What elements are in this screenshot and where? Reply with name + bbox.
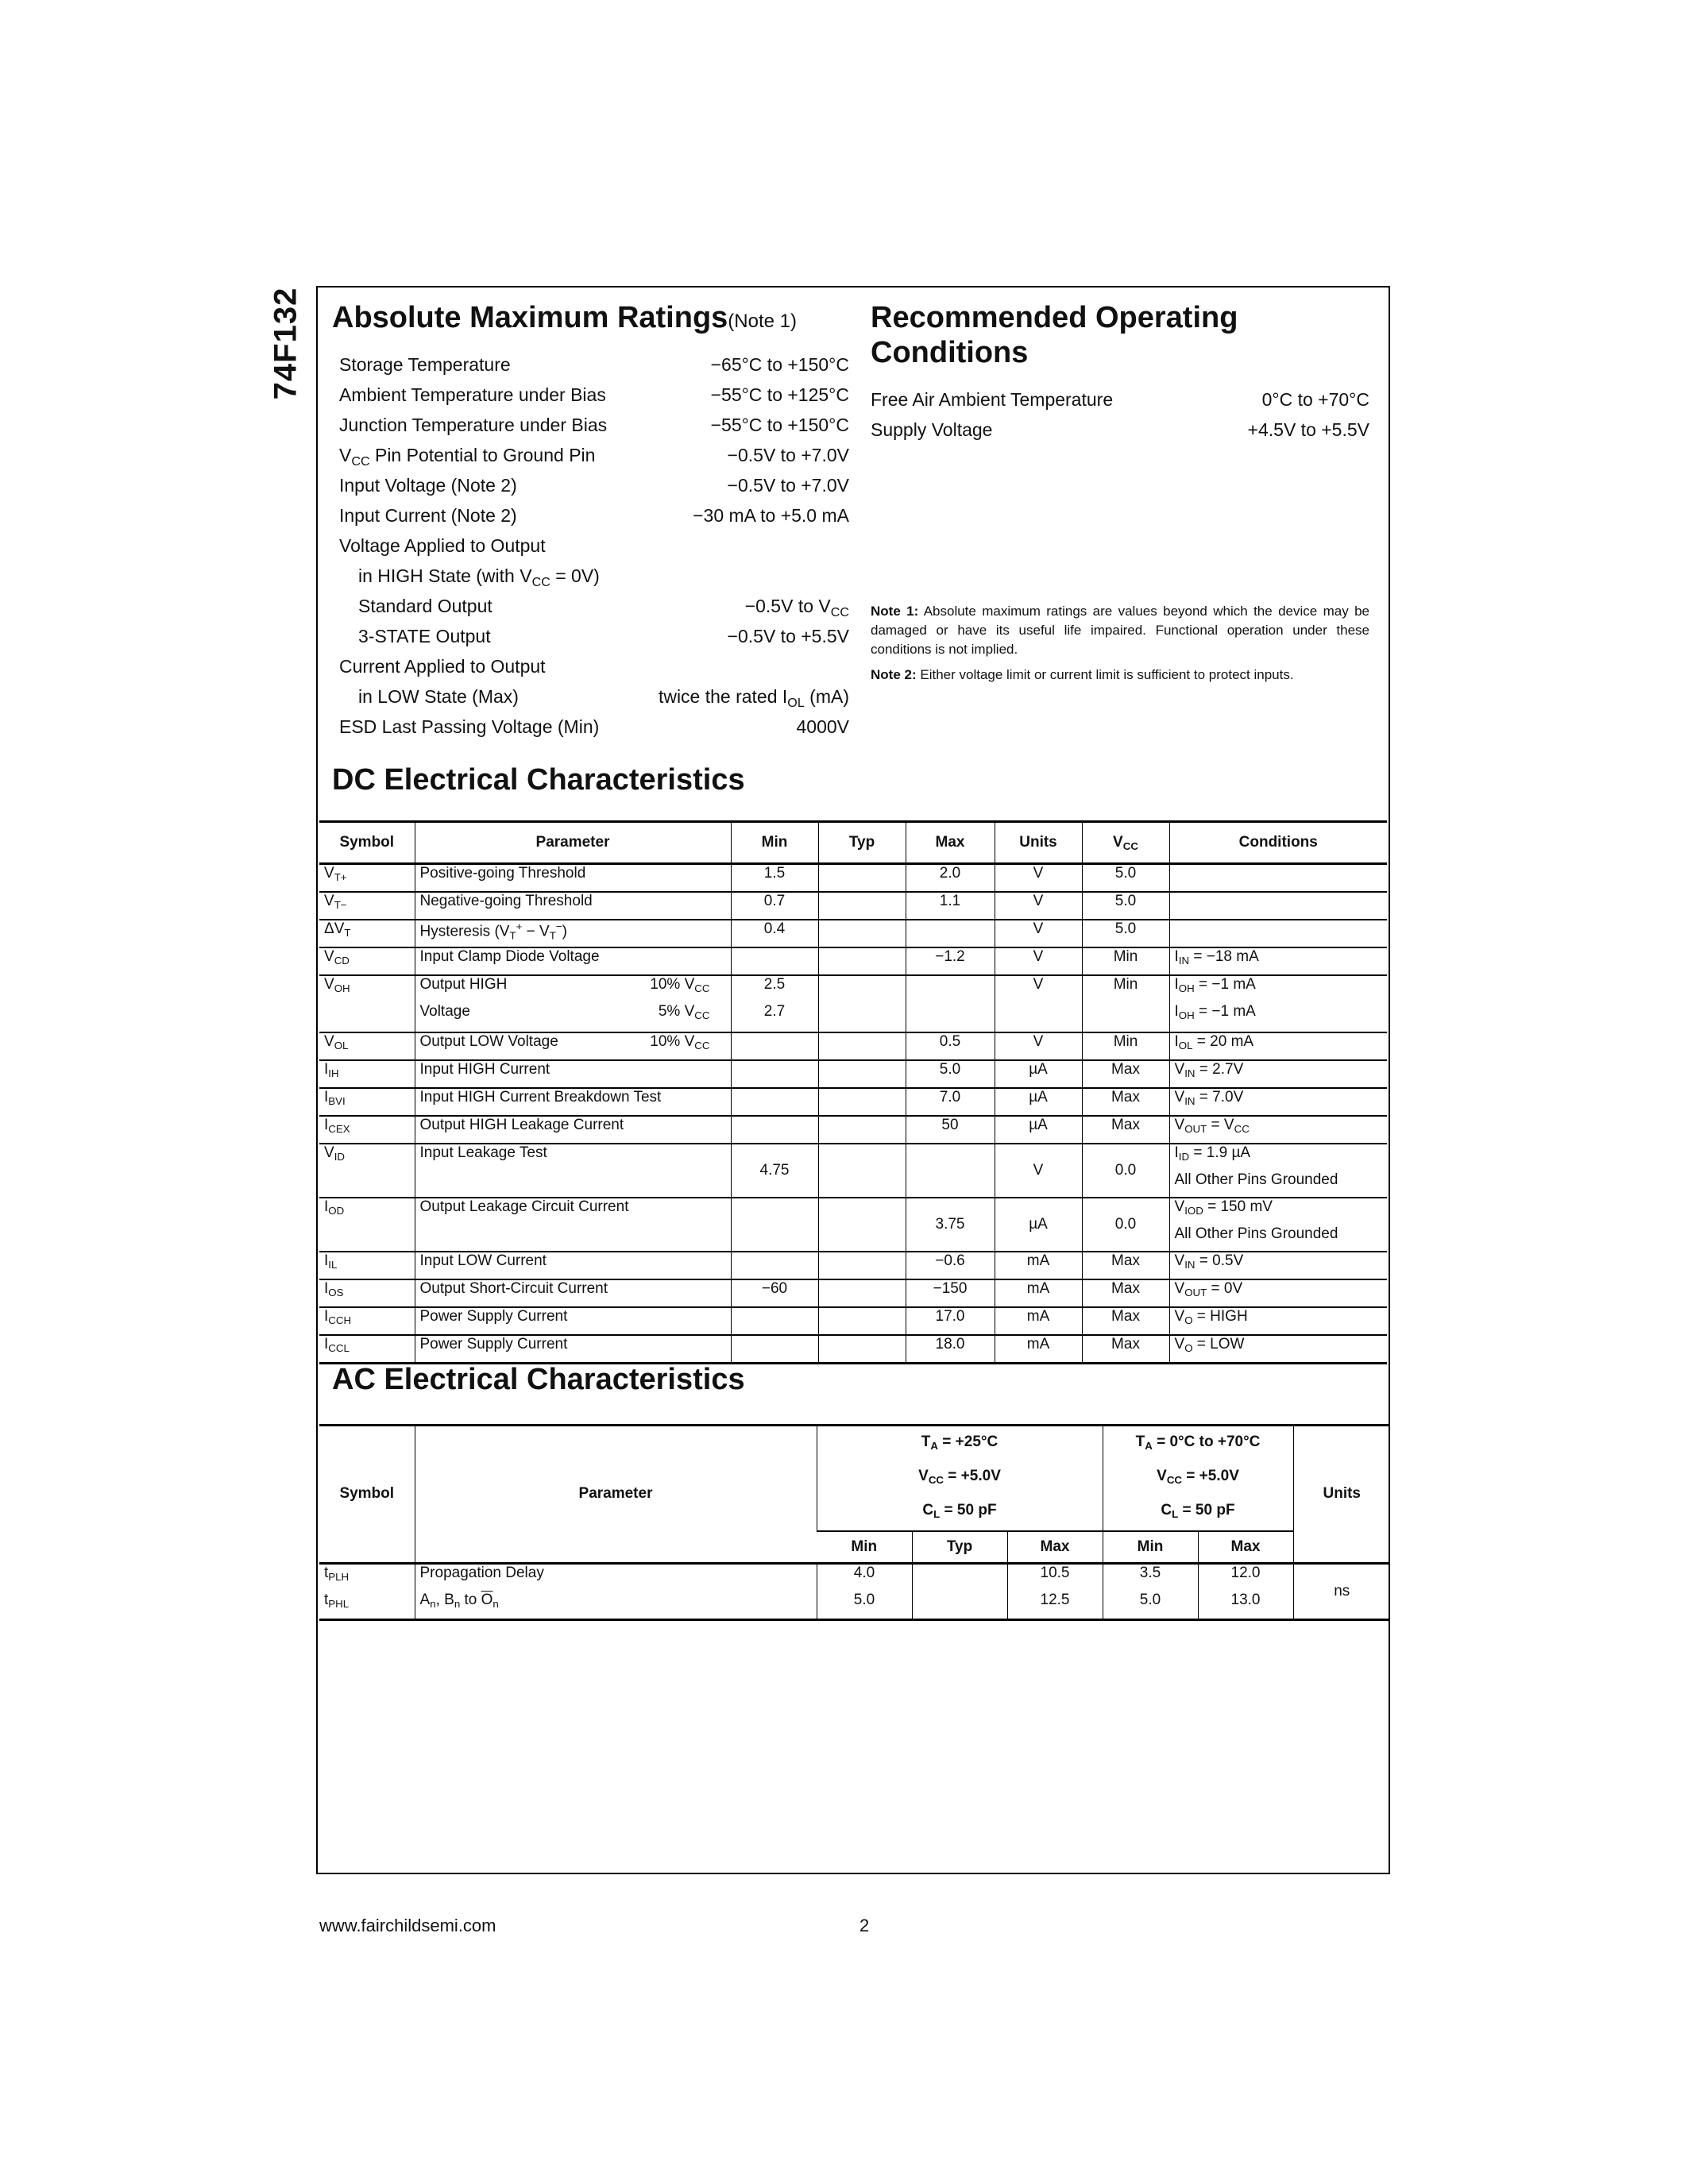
- table-row: $V_{T+}$ Positive-going Threshold 1.5 2.0 V 5.0: [319, 864, 1387, 893]
- ac-header-row: Symbol Parameter $T_A = +25^\circ C$ $V_{CC} = +5.0V$ $C_L = 50$ pF $T_A = 0^\circ C$ to +70°C $V_{CC} = +5.0V$ $C_L = 50$ pF Units: [319, 1426, 1390, 1531]
- table-row: $I_{OD}$ Output Leakage Circuit Current 3.75 µA 0.0 $V_{IOD} = 150$ mV All Other Pins Grounded: [319, 1198, 1387, 1252]
- table-row: $I_{IH}$ Input HIGH Current 5.0 µA Max $V_{IN} = 2.7V$: [319, 1060, 1387, 1088]
- amr-row: Input Voltage (Note 2) −0.5V to +7.0V: [339, 475, 849, 496]
- amr-note-ref: (Note 1): [728, 311, 797, 332]
- amr-row: Junction Temperature under Bias −55°C to +150°C: [339, 415, 849, 435]
- ac-subheader-row: Min Typ Max Min Max: [319, 1531, 1390, 1564]
- table-row: $\Delta V_T$ Hysteresis $(V_T^+ - V_T^-)$ 0.4 V 5.0: [319, 920, 1387, 947]
- amr-row: ESD Last Passing Voltage (Min) 4000V: [339, 716, 849, 737]
- amr-row: Ambient Temperature under Bias −55°C to +125°C: [339, 384, 849, 405]
- dc-header-row: Symbol Parameter Min Typ Max Units $V_{CC}$ Conditions: [319, 822, 1387, 864]
- table-row: $V_{ID}$ Input Leakage Test 4.75 V 0.0 $I_{ID} = 1.9$ µA All Other Pins Grounded: [319, 1144, 1387, 1198]
- amr-row: in HIGH State (with $V_{CC} = 0V$): [358, 565, 600, 589]
- roc-list: [871, 384, 1369, 445]
- dc-heading: DC Electrical Characteristics: [332, 763, 745, 797]
- page-number: 2: [859, 1916, 870, 1935]
- table-row: $I_{BVI}$ Input HIGH Current Breakdown Test 7.0 µA Max $V_{IN} = 7.0V$: [319, 1088, 1387, 1116]
- amr-list: [339, 349, 849, 742]
- part-number: 74F132: [268, 287, 303, 400]
- note-2: Note 2: Either voltage limit or current limit is sufficient to protect inputs.: [871, 667, 1294, 682]
- amr-row: Current Applied to Output: [339, 656, 546, 677]
- amr-row: Voltage Applied to Output: [339, 535, 546, 556]
- roc-row: Supply Voltage +4.5V to +5.5V: [871, 419, 1369, 440]
- amr-row: Input Current (Note 2) −30 mA to +5.0 mA: [339, 505, 849, 526]
- table-row: $I_{IL}$ Input LOW Current −0.6 mA Max $V_{IN} = 0.5V$: [319, 1252, 1387, 1279]
- ac-table: [319, 1424, 1390, 1621]
- table-row: $t_{PLH}$ Propagation Delay 4.0 10.5 3.5 12.0 ns: [319, 1563, 1390, 1592]
- amr-row: 3-STATE Output −0.5V to +5.5V: [358, 626, 849, 646]
- table-row: $I_{CEX}$ Output HIGH Leakage Current 50 µA Max $V_{OUT} = V_{CC}$: [319, 1116, 1387, 1144]
- notes: [871, 602, 1369, 691]
- amr-row: Standard Output −0.5V to $V_{CC}$: [358, 596, 849, 619]
- roc-heading: Recommended Operating Conditions: [871, 301, 1238, 369]
- table-row: $V_{OL}$ Output LOW Voltage 10% $V_{CC}$ 0.5 V Min $I_{OL} = 20$ mA: [319, 1032, 1387, 1060]
- dc-table: [319, 820, 1387, 1364]
- table-row: $V_{OH}$ Output HIGH 10% $V_{CC}$ Voltage 5% $V_{CC}$ 2.5 2.7 V Min $I_{OH} = -1$ mA $I_{OH} = -1$ mA: [319, 975, 1387, 1032]
- table-row: $V_{T-}$ Negative-going Threshold 0.7 1.1 V 5.0: [319, 892, 1387, 920]
- amr-row: Storage Temperature −65°C to +150°C: [339, 354, 849, 375]
- amr-heading: Absolute Maximum Ratings(Note 1): [332, 301, 797, 334]
- part-number-sidebar: [268, 286, 303, 400]
- table-row: $I_{OS}$ Output Short-Circuit Current −60 −150 mA Max $V_{OUT} = 0V$: [319, 1279, 1387, 1307]
- amr-row: $V_{CC}$ Pin Potential to Ground Pin −0.5V to +7.0V: [339, 445, 849, 469]
- table-row: $t_{PHL}$ $A_n$, $B_n$ to $\overline{O}_n$ 5.0 12.5 5.0 13.0: [319, 1592, 1390, 1620]
- table-row: $V_{CD}$ Input Clamp Diode Voltage −1.2 V Min $I_{IN} = -18$ mA: [319, 947, 1387, 975]
- amr-row: in LOW State (Max) twice the rated $I_{OL}$ (mA): [358, 686, 849, 710]
- roc-row: Free Air Ambient Temperature 0°C to +70°C: [871, 389, 1369, 410]
- table-row: $I_{CCH}$ Power Supply Current 17.0 mA Max $V_O$ = HIGH: [319, 1307, 1387, 1335]
- note-1: Note 1: Absolute maximum ratings are values beyond which the device may be damaged or have its useful life impaired. Functional operation under these conditions is not implied.: [871, 604, 1369, 657]
- footer-url[interactable]: www.fairchildsemi.com: [319, 1916, 496, 1935]
- ac-heading: AC Electrical Characteristics: [332, 1363, 745, 1396]
- table-row: $I_{CCL}$ Power Supply Current 18.0 mA Max $V_O$ = LOW: [319, 1335, 1387, 1364]
